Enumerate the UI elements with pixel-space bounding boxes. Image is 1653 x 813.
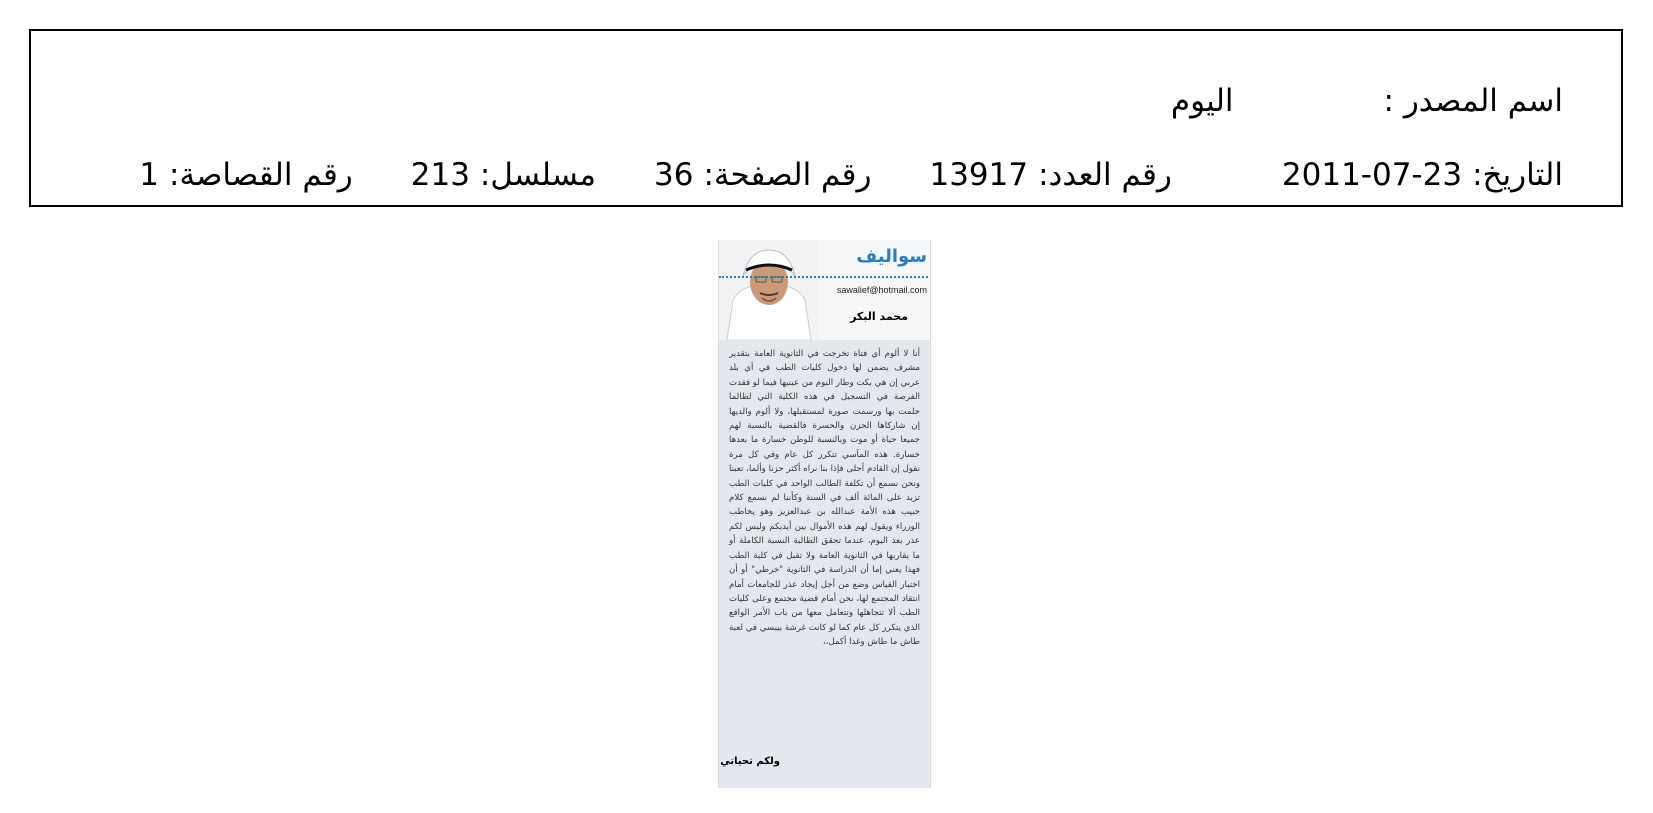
metadata-box [29, 29, 1623, 207]
page-field [654, 157, 871, 193]
details-row [139, 157, 1563, 193]
date-value: 2011-07-23 [1281, 157, 1463, 193]
newspaper-clipping [718, 240, 931, 788]
title-divider [719, 276, 931, 278]
clip-number-value: 1 [139, 157, 160, 193]
author-email: sawalief@hotmail.com [836, 285, 927, 295]
page-label: رقم الصفحة: [703, 157, 872, 193]
date-label: التاريخ: [1472, 157, 1563, 193]
issue-field [929, 157, 1171, 193]
column-title: سواليف [856, 246, 927, 267]
serial-label: مسلسل: [479, 157, 597, 193]
clip-number-field [139, 157, 352, 193]
source-label: اسم المصدر : [1383, 83, 1563, 119]
page-value: 36 [654, 157, 694, 193]
clipping-header [719, 240, 931, 340]
issue-value: 13917 [929, 157, 1029, 193]
serial-value: 213 [410, 157, 470, 193]
author-name: محمد البكر [850, 310, 908, 323]
serial-field [411, 157, 596, 193]
source-row [1171, 83, 1563, 119]
source-value: اليوم [1170, 83, 1234, 119]
issue-label: رقم العدد: [1038, 157, 1172, 193]
author-photo [719, 240, 819, 340]
article-body: أنا لا ألوم أي فتاة تخرجت في الثانوية العامة بتقدير مشرف يضمن لها دخول كليات الطب في أي بلد عربي إن هي بكت وطار النوم من عينيها فيما لو فقدت الفرصة في التسجيل في هذه الكلية التي لطالما حلمت بها ورسمت صورة لمستقبلها، ولا ألوم والديها إن شاركاها الحزن والحسرة فالقضية بالنسبة لهم جميعا حياة أو موت وبالنسبة للوطن خسارة ما بعدها خسارة. هذه المآسي تتكرر كل عام وفي كل مرة نقول إن القادم أحلى فإذا بنا نراه أكثر حزنا وألما، تعبنا ونحن نسمع أن تكلفة الطالب الواحد في كليات الطب تزيد على المائة ألف في السنة وكأننا لم نسمع كلام حبيب هذه الأمة عبدالله بن عبدالعزيز وهو يخاطب الوزراء ويقول لهم هذه الأموال بين أيديكم وليس لكم عذر بعد اليوم، عندما تحقق الطالبة النسبة الكاملة أو ما يقاربها في الثانوية العامة ولا تقبل في كلية الطب فهذا يعني إما أن الدراسة في الثانوية "خرطي" أو أن اختبار القياس وضع من أجل إيجاد عذر للجامعات أمام انتقاد المجتمع لها، نحن أمام قضية مجتمع وعلى كليات الطب ألا تتجاهلها وتتعامل معها من باب الأمر الواقع الذي يتكرر كل عام كما لو كانت غرشة بيبسي في لعبة طاش ما طاش وغدا أكمل،، [729, 349, 920, 648]
clip-number-label: رقم القصاصة: [169, 157, 353, 193]
date-field [1282, 157, 1563, 193]
article-signoff: ولكم تحياتي [720, 756, 780, 767]
